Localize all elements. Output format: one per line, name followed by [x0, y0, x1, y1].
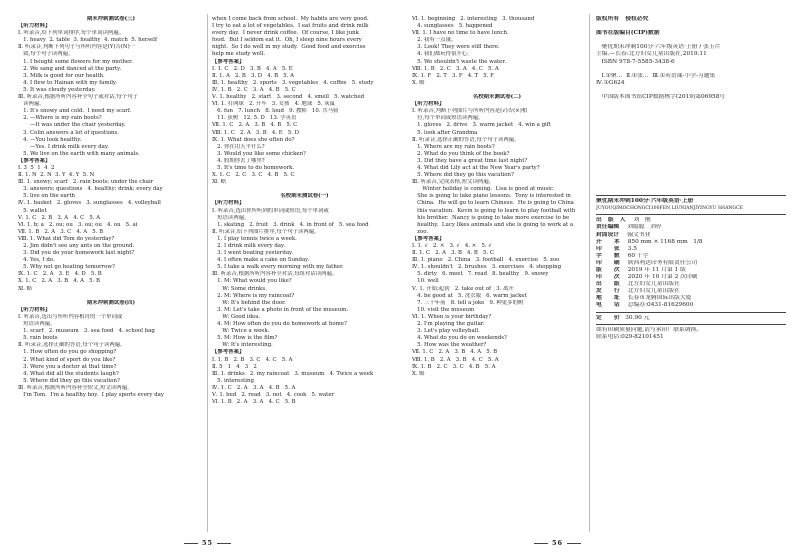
- text-line: 5. It's time to do homework.: [212, 164, 295, 171]
- text-line: 2. I drink milk every day.: [212, 243, 286, 249]
- text-line: Ⅰ. 1. √ 2. × 3. √ 4. × 5. √: [412, 243, 492, 249]
- text-line: Ⅳ. 1. C 2. A 3. A 4. B 5. A: [212, 384, 296, 391]
- text-line: Ⅹ. 略: [412, 79, 425, 86]
- text-line: Ⅲ. 听录音,根据所听内容补全句子或对话,每个句子: [18, 94, 138, 101]
- text-line: zoo.: [412, 228, 429, 235]
- text-line: Ⅲ. 1. snowy; scarf 2. rain boots; under the chair: [18, 179, 154, 186]
- text-line: 2. We sang and danced at the party.: [18, 65, 122, 72]
- text-line: Ⅰ. 听录音,给下列单词排序,每个单词读两遍。: [18, 30, 125, 37]
- text-line: 主编.—长春:北方妇女儿童出版社,2019.11: [596, 51, 707, 58]
- text-line: 2. What kind of sport do you like?: [18, 356, 116, 363]
- imprint-value: 刘聪聪 刘停: [627, 224, 662, 231]
- text-line: —Yes. I drink milk every day.: [18, 143, 109, 150]
- text-line: help me study well.: [212, 51, 266, 58]
- text-line: 4. I flew to Hainan with my family.: [18, 79, 117, 86]
- text-line: 3. Look! They were still there.: [412, 44, 500, 51]
- text-line: Ⅲ. 听录音,根据所听内容补全短文,短文读两遍。: [18, 384, 133, 391]
- subsection-label: 【听力材料】: [18, 23, 51, 30]
- price-value: 30.90 元: [625, 314, 650, 321]
- text-line: when I come back from school. My habits are very good.: [212, 16, 369, 22]
- text-line: 3. Would you like some chicken?: [212, 150, 306, 157]
- text-line: Ⅱ. 听录音,选择正确的答语,每个句子读两遍。: [18, 342, 126, 349]
- imprint-key: 地 址: [596, 295, 620, 302]
- text-line: 4. sunglasses 5. happened: [412, 23, 493, 30]
- text-line: 4. What did all the students laugh?: [18, 370, 119, 377]
- imprint-value: 翰文书业: [627, 231, 651, 238]
- imprint-value: 北方妇女儿童出版社: [627, 281, 680, 288]
- price-label: 定 价: [596, 314, 620, 321]
- text-line: 短语读两遍。: [212, 214, 250, 221]
- book-title-pinyin: JUYOUQIMOCHONGCI100FEN LIUNIANJIYINGYU SHANGCE: [596, 206, 743, 212]
- book-title: 聚优期末冲刺100分·六年级英语·上册: [596, 198, 694, 205]
- text-line: 4. I often make a cake on Sunday.: [212, 257, 310, 264]
- text-line: Ⅴ. 1. 开始;起初 2. take out of 3. 离开: [412, 285, 514, 292]
- imprint-row: [596, 260, 786, 267]
- text-line: 1. I bought some flowers for my mother.: [18, 58, 133, 65]
- text-line: Ⅶ. 1. I have no time to have lunch.: [412, 30, 509, 37]
- text-line: 4. 我们都玩得很开心。: [412, 51, 473, 58]
- text-line: Ⅳ. 1. basket 2. gloves 3. sunglasses 4. volleyball: [18, 200, 161, 207]
- imprint-key: 发 行: [596, 288, 620, 295]
- text-line: Ⅵ. 1. B 2. A 3. A 4. C 5. B: [212, 399, 296, 406]
- text-line: She is going to take piano lessons. Tony is interested in: [412, 193, 571, 200]
- text-line: Ⅲ. 1. drinks 2. my raincoat 3. museum 4. Twice a week: [212, 370, 374, 377]
- imprint-key: 版 次: [596, 266, 620, 273]
- imprint-value: 刘 刚: [633, 217, 651, 224]
- text-line: 2. What do you think of the book?: [412, 150, 510, 157]
- imprint-value: 2019 年 11 月第 1 版: [627, 266, 686, 273]
- text-line: Ⅷ. 1. B 2. C 3. A 4. C 5. A: [412, 65, 499, 72]
- subsection-label: 【参考答案】: [412, 235, 445, 242]
- text-line: 图书在版编目(CIP)数据: [596, 30, 660, 37]
- text-line: Ⅲ. 1. piano 2. China 3. football 4. exercise 5. zoo: [412, 257, 560, 264]
- imprint-value: 总编办:0431-81629600: [627, 302, 694, 309]
- text-line: 3. I went boating yesterday.: [212, 250, 294, 257]
- imprint-key: 出 版 人: [596, 217, 626, 224]
- text-line: Ⅰ.①聚… Ⅱ.①张… Ⅲ.①英语课-小学-习题集: [596, 72, 716, 79]
- text-line: 5. We live on the earth with many animals.: [18, 150, 140, 157]
- text-line: [412, 87, 582, 94]
- text-line: Ⅹ. 1. C 2. A 3. B 4. A 5. B: [18, 278, 100, 285]
- section-heading: 期末冲刺测试卷(三): [86, 16, 136, 22]
- text-line: 1. skating 2. fruit 3. drink 4. in front of 5. sea food: [212, 221, 369, 228]
- text-line: Ⅺ. 略: [212, 179, 227, 186]
- section-heading: 期末冲刺测试卷(四): [86, 299, 136, 306]
- text-line: Ⅸ. 1. What does she often do?: [212, 136, 295, 143]
- text-line: 1. heavy 2. table 3. healthy 4. match 5. herself: [18, 37, 158, 44]
- imprint-key: 开 本: [596, 238, 620, 245]
- text-line: Ⅸ. 1. F 2. T 3. F 4. T 5. F: [412, 72, 494, 79]
- text-line: 2. 我有一点饿。: [412, 37, 457, 44]
- text-line: 1. gloves 2. drive 3. warm jacket 4. win a gift: [412, 122, 551, 129]
- text-line: 致,每个句子读两遍。: [18, 51, 74, 58]
- imprint-table: [596, 217, 786, 309]
- imprint-key: 印 张: [596, 245, 620, 252]
- text-line: 3. answers; questions 4. healthy; drink; every day: [18, 186, 163, 193]
- text-line: Ⅶ. 1. C 2. A 3. B 4. B 5. C: [212, 122, 298, 129]
- text-line: —It was under the chair yesterday.: [18, 122, 126, 129]
- text-line: 2. I'm playing the guitar.: [412, 321, 485, 328]
- text-line: Ⅰ. 听录音,选出与所听内容相符的一个单词或: [18, 313, 123, 320]
- section-heading: 名校期末测试卷(二): [472, 94, 522, 101]
- text-line: W: It's interesting.: [212, 342, 273, 349]
- imprint-row: [596, 281, 786, 288]
- text-line: 4. What did Lily act at the New Year's party?: [412, 164, 540, 171]
- text-line: 3. Colin answers a lot of questions.: [18, 129, 120, 136]
- text-line: 5. Where did they go this vacation?: [18, 377, 120, 384]
- text-line: 版权所有 侵权必究: [596, 16, 649, 22]
- text-line: 2. M: Where is my raincoat?: [212, 292, 295, 299]
- text-line: Ⅴ. 1. C 2. B 3. A 4. C 5. A: [18, 214, 101, 221]
- contact-phone: 联系电话:029-82101451: [596, 333, 664, 340]
- imprint-value: 陕西利达印务有限责任公司: [627, 259, 698, 266]
- text-line: W: Good idea.: [212, 313, 261, 320]
- text-line: 5. live on the earth: [18, 193, 75, 200]
- imprint-value: 长春市龙腾国际出版大厦: [627, 295, 692, 302]
- text-line: 7. 三十年前 8. tell a joke 9. 种更多的树: [412, 299, 524, 306]
- text-line: Ⅱ. 听录音,给下列图片排序,每个句子读两遍。: [212, 228, 320, 235]
- text-line: 2. Jim didn't see any ants on the ground.: [18, 243, 135, 249]
- text-line: Ⅹ. 1. C 2. C 3. C 4. B 5. C: [212, 172, 295, 179]
- text-line: 5. I take a walk every morning with my father.: [212, 264, 344, 271]
- text-line: [596, 66, 786, 73]
- text-line: 4. What do you do on weekends?: [412, 335, 507, 342]
- text-line: 5. dirty 6. meet 7. read 8. healthy 9. snowy: [412, 271, 549, 278]
- imprint-row: [596, 274, 786, 281]
- text-line: ISBN 978-7-5585-3438-6: [596, 58, 675, 65]
- text-line: [596, 87, 786, 94]
- text-line: Ⅸ. 1. C 2. A 3. E 4. D 5. B: [18, 271, 102, 278]
- text-line: 10. well: [412, 278, 439, 285]
- imprint-value: 850 mm × 1168 mm 1/8: [627, 238, 703, 245]
- text-line: Ⅳ. 1. B 2. C 3. A 4. B 5. C: [212, 86, 296, 93]
- page-number-right: [530, 540, 585, 547]
- text-line: Ⅱ. 听录音,判断下列句子与所听内容是(Y)否(N)一: [18, 44, 136, 51]
- text-line: 2. —Where is my rain boots?: [18, 115, 102, 122]
- imprint-key: 印 次: [596, 274, 620, 281]
- imprint-value: 2020 年 10 月第 2 次印刷: [627, 274, 698, 281]
- text-line: 5. interesting: [212, 377, 254, 384]
- text-line: 5. It was cloudy yesterday.: [18, 86, 96, 93]
- text-line: I'm Tom. I'm a healthy boy. I play sports every day: [18, 391, 164, 398]
- imprint-value: 北方妇女儿童出版社: [627, 288, 680, 295]
- imprint-row: [596, 224, 786, 231]
- imprint-key: 印 刷: [596, 259, 620, 266]
- text-line: Ⅴ. 1. healthy 2. start 3. second 4. smell 5. watched: [212, 94, 365, 101]
- text-line: his brother. Nancy is going to take more exercise to be: [412, 214, 570, 221]
- text-line: 读两遍。: [18, 101, 45, 108]
- imprint-value: 60 千字: [627, 252, 649, 259]
- text-line: 5. wallet: [18, 207, 47, 214]
- price-row: [596, 315, 786, 322]
- imprint-key: 电 话: [596, 302, 620, 309]
- text-line: Ⅳ. 1. shouldn't 2. brushes 3. exercises 4. shopping: [412, 264, 562, 271]
- imprint-row: [596, 295, 786, 302]
- title-rule: [596, 214, 786, 215]
- text-line: 5. Where did they go this vacation?: [412, 172, 514, 179]
- text-line: 1. Where are my rain boots?: [412, 143, 495, 150]
- text-line: [596, 37, 786, 44]
- text-line: Ⅲ. 听录音,完成表格,短文读两遍。: [412, 179, 495, 186]
- text-line: 1. M: What would you like?: [212, 278, 292, 285]
- title-rule: [596, 195, 786, 196]
- imprint-key: 字 数: [596, 252, 620, 259]
- imprint-row: [596, 217, 786, 224]
- text-line: Ⅵ. 1. 打网球 2. 开车 3. 女孩 4. 地球 5. 灰鼠: [212, 101, 335, 108]
- subsection-label: 【参考答案】: [212, 58, 245, 65]
- text-line: 3. M: Let's take a photo in front of the museum.: [212, 306, 349, 313]
- page-number-right-text: 56: [552, 539, 564, 547]
- text-line: 3. Did they have a great time last night?: [412, 157, 528, 164]
- subsection-label: 【听力材料】: [212, 200, 245, 207]
- imprint-row: [596, 239, 786, 246]
- page-number-left-text: 55: [202, 539, 214, 547]
- text-line: Winter holiday is coming. Lisa is good at music.: [412, 186, 555, 193]
- text-line: 1. How often do you go shopping?: [18, 349, 117, 356]
- imprint-row: [596, 246, 786, 253]
- text-line: 3. Let's play volleyball.: [412, 328, 480, 335]
- text-line: 5. Why not go boating tomorrow?: [18, 264, 115, 271]
- text-line: Ⅶ. 1. B 2. A 3. C 4. A 5. B: [18, 228, 104, 235]
- text-line: Ⅱ. 听录音,选择正确的答语,每个句子读两遍。: [412, 136, 520, 143]
- text-line: healthy. Lucy likes animals and she is going to work at a: [412, 221, 574, 228]
- imprint-row: [596, 302, 786, 309]
- text-line: Ⅺ. 略: [18, 285, 33, 292]
- imprint-row: [596, 267, 786, 274]
- text-line: 5. M: How is the film?: [212, 335, 278, 342]
- subsection-label: 【参考答案】: [212, 349, 245, 356]
- text-line: Ⅰ. 1. C 2. D 3. B 4. A 5. E: [212, 65, 293, 72]
- imprint-row: [596, 253, 786, 260]
- text-line: Ⅷ. 1. C 2. A 3. B 4. E 5. D: [212, 129, 300, 136]
- subsection-label: 【听力材料】: [412, 101, 445, 108]
- column-3: [412, 16, 582, 378]
- text-line: Ⅶ. 1. C 2. A 3. B 4. A 5. B: [412, 349, 498, 356]
- text-line: 3. Were you a doctor at that time?: [18, 363, 117, 370]
- text-line: 4. 假期你去了哪里?: [212, 157, 265, 164]
- text-line: 5. We shouldn't waste the water.: [412, 58, 507, 65]
- text-line: Ⅹ. 略: [412, 370, 425, 377]
- text-line: 6. fun 7. lunch 8. loud 9. 教师 10. 共马骑: [212, 108, 339, 115]
- text-line: [212, 186, 397, 193]
- text-line: Ⅴ. 1. bed 2. read 3. not 4. cook 5. water: [212, 391, 335, 398]
- text-line: 2. 你在用天平什么?: [212, 143, 265, 150]
- imprint-value: 3.5: [627, 245, 637, 252]
- text-line: Ⅲ. 1. healthy 2. sports 3. vegetables 4. coffee 5. study: [212, 79, 374, 86]
- text-line: Ⅰ. 听录音,选出你所听到的单词或短语,每个单词或: [212, 207, 329, 214]
- text-line: Ⅳ.①G624: [596, 79, 625, 86]
- column-2: [212, 16, 397, 406]
- text-line: Ⅱ. 1. A 2. B 3. D 4. B 5. A: [212, 72, 294, 79]
- text-line: every day. I never drink coffee. Of course, I like junk: [212, 30, 359, 37]
- text-line: 3. Did you do your homework last night?: [18, 250, 135, 257]
- text-line: W: Twice a week.: [212, 328, 270, 335]
- text-line: 5. How was the weather?: [412, 342, 487, 349]
- column-divider: [207, 14, 208, 532]
- price-rule: [596, 312, 786, 313]
- page-number-left: [180, 540, 235, 547]
- imprint-row: [596, 232, 786, 239]
- text-line: 4. —You look healthy.: [18, 136, 82, 143]
- cip-block: [596, 16, 786, 101]
- imprint-key: 责任编辑: [596, 224, 620, 231]
- subsection-label: 【听力材料】: [18, 306, 51, 313]
- text-line: Ⅱ. 5 1 4 3 2: [212, 363, 257, 370]
- text-line: 3. Milk is good for our health.: [18, 72, 105, 79]
- text-line: Ⅱ. 1. N 2. N 3. Y 4. Y 5. N: [18, 172, 95, 179]
- text-line: I try to eat a lot of vegetables. I eat fruits and drink milk: [212, 23, 369, 30]
- text-line: 1. scarf 2. museum 3. sea food 4. school bag: [18, 328, 155, 335]
- text-line: 聚优期末冲刺100分·六年级英语·上册 / 张玉芹: [596, 44, 721, 51]
- text-line: 4. Yes, I do.: [18, 257, 55, 264]
- text-line: 4. M: How often do you do homework at home?: [212, 321, 347, 328]
- text-line: 4. be good at 5. 洗衣服 6. warm jacket: [412, 292, 527, 299]
- text-line: Ⅸ. 1. B 2. C 3. C 4. B 5. A: [412, 363, 496, 370]
- imprint-key: 出 版: [596, 281, 620, 288]
- text-line: Ⅷ. 1. What did Tom do yesterday?: [18, 235, 115, 242]
- text-line: this vacation. Kevin is going to learn to play football with: [412, 207, 576, 214]
- text-line: 1. I play tennis twice a week.: [212, 235, 297, 242]
- price-rule: [596, 324, 786, 325]
- text-line: China. He will go to learn Chinese. He is going to China: [412, 200, 574, 207]
- text-line: W: It's behind the door.: [212, 299, 286, 306]
- column-1: [18, 16, 204, 399]
- text-line: 短语读两遍。: [18, 321, 56, 328]
- text-line: Ⅰ. 3 5 1 4 2: [18, 164, 55, 171]
- text-line: Ⅱ. 1. C 2. A 3. B 4. B 5. C: [412, 250, 495, 257]
- text-line: [596, 23, 786, 30]
- subsection-label: 【参考答案】: [18, 157, 51, 164]
- column-divider: [589, 14, 590, 532]
- text-line: Ⅵ. 1. When is your birthday?: [412, 313, 492, 320]
- text-line: 中国版本图书馆CIP数据核字(2019)第06958号: [596, 94, 726, 101]
- text-line: W: Some drinks.: [212, 285, 267, 292]
- text-line: 5. look after Grandma: [412, 129, 478, 136]
- quality-note: 如有印刷质量问题,请与承印厂联系调换。: [596, 326, 703, 333]
- text-line: Ⅷ. 1. B 2. A 3. B 4. C 5. A: [412, 356, 499, 363]
- text-line: Ⅵ. 1. beginning 2. interesting 3. thousand: [412, 16, 535, 22]
- text-line: Ⅰ. 听录音,判断下列图片与所听内容是(√)否(×)相: [412, 108, 528, 115]
- text-line: food. But I seldom eat it. Oh, I sleep nine hours every: [212, 37, 362, 44]
- imprint-row: [596, 288, 786, 295]
- text-line: 1. It's snowy and cold. I need my scarf.: [18, 108, 132, 115]
- column-4-copyright: [596, 16, 786, 341]
- text-line: 5. rain boots: [18, 335, 58, 342]
- text-line: Ⅰ. 1. B 2. B 3. C 4. C 5. A: [212, 356, 293, 363]
- text-line: Ⅵ. 1. b; a 2. ou; ou 3. ou; ou 4. ou 5. ai: [18, 221, 138, 228]
- section-heading: 名校期末测试卷(一): [280, 193, 329, 200]
- text-line: night. So I do well in my study. Good food and exercise: [212, 44, 366, 51]
- imprint-key: 封面设计: [596, 231, 620, 238]
- text-line: 11. 获树 12. 5. D 13. 学英语: [212, 115, 297, 122]
- text-line: 10. visit the museum: [412, 306, 475, 313]
- text-line: [18, 293, 204, 300]
- text-line: Ⅲ. 听录音,根据所听内容补全对话,每组对话读两遍。: [212, 271, 338, 278]
- text-line: 符,每个单词或短语读两遍。: [412, 115, 484, 122]
